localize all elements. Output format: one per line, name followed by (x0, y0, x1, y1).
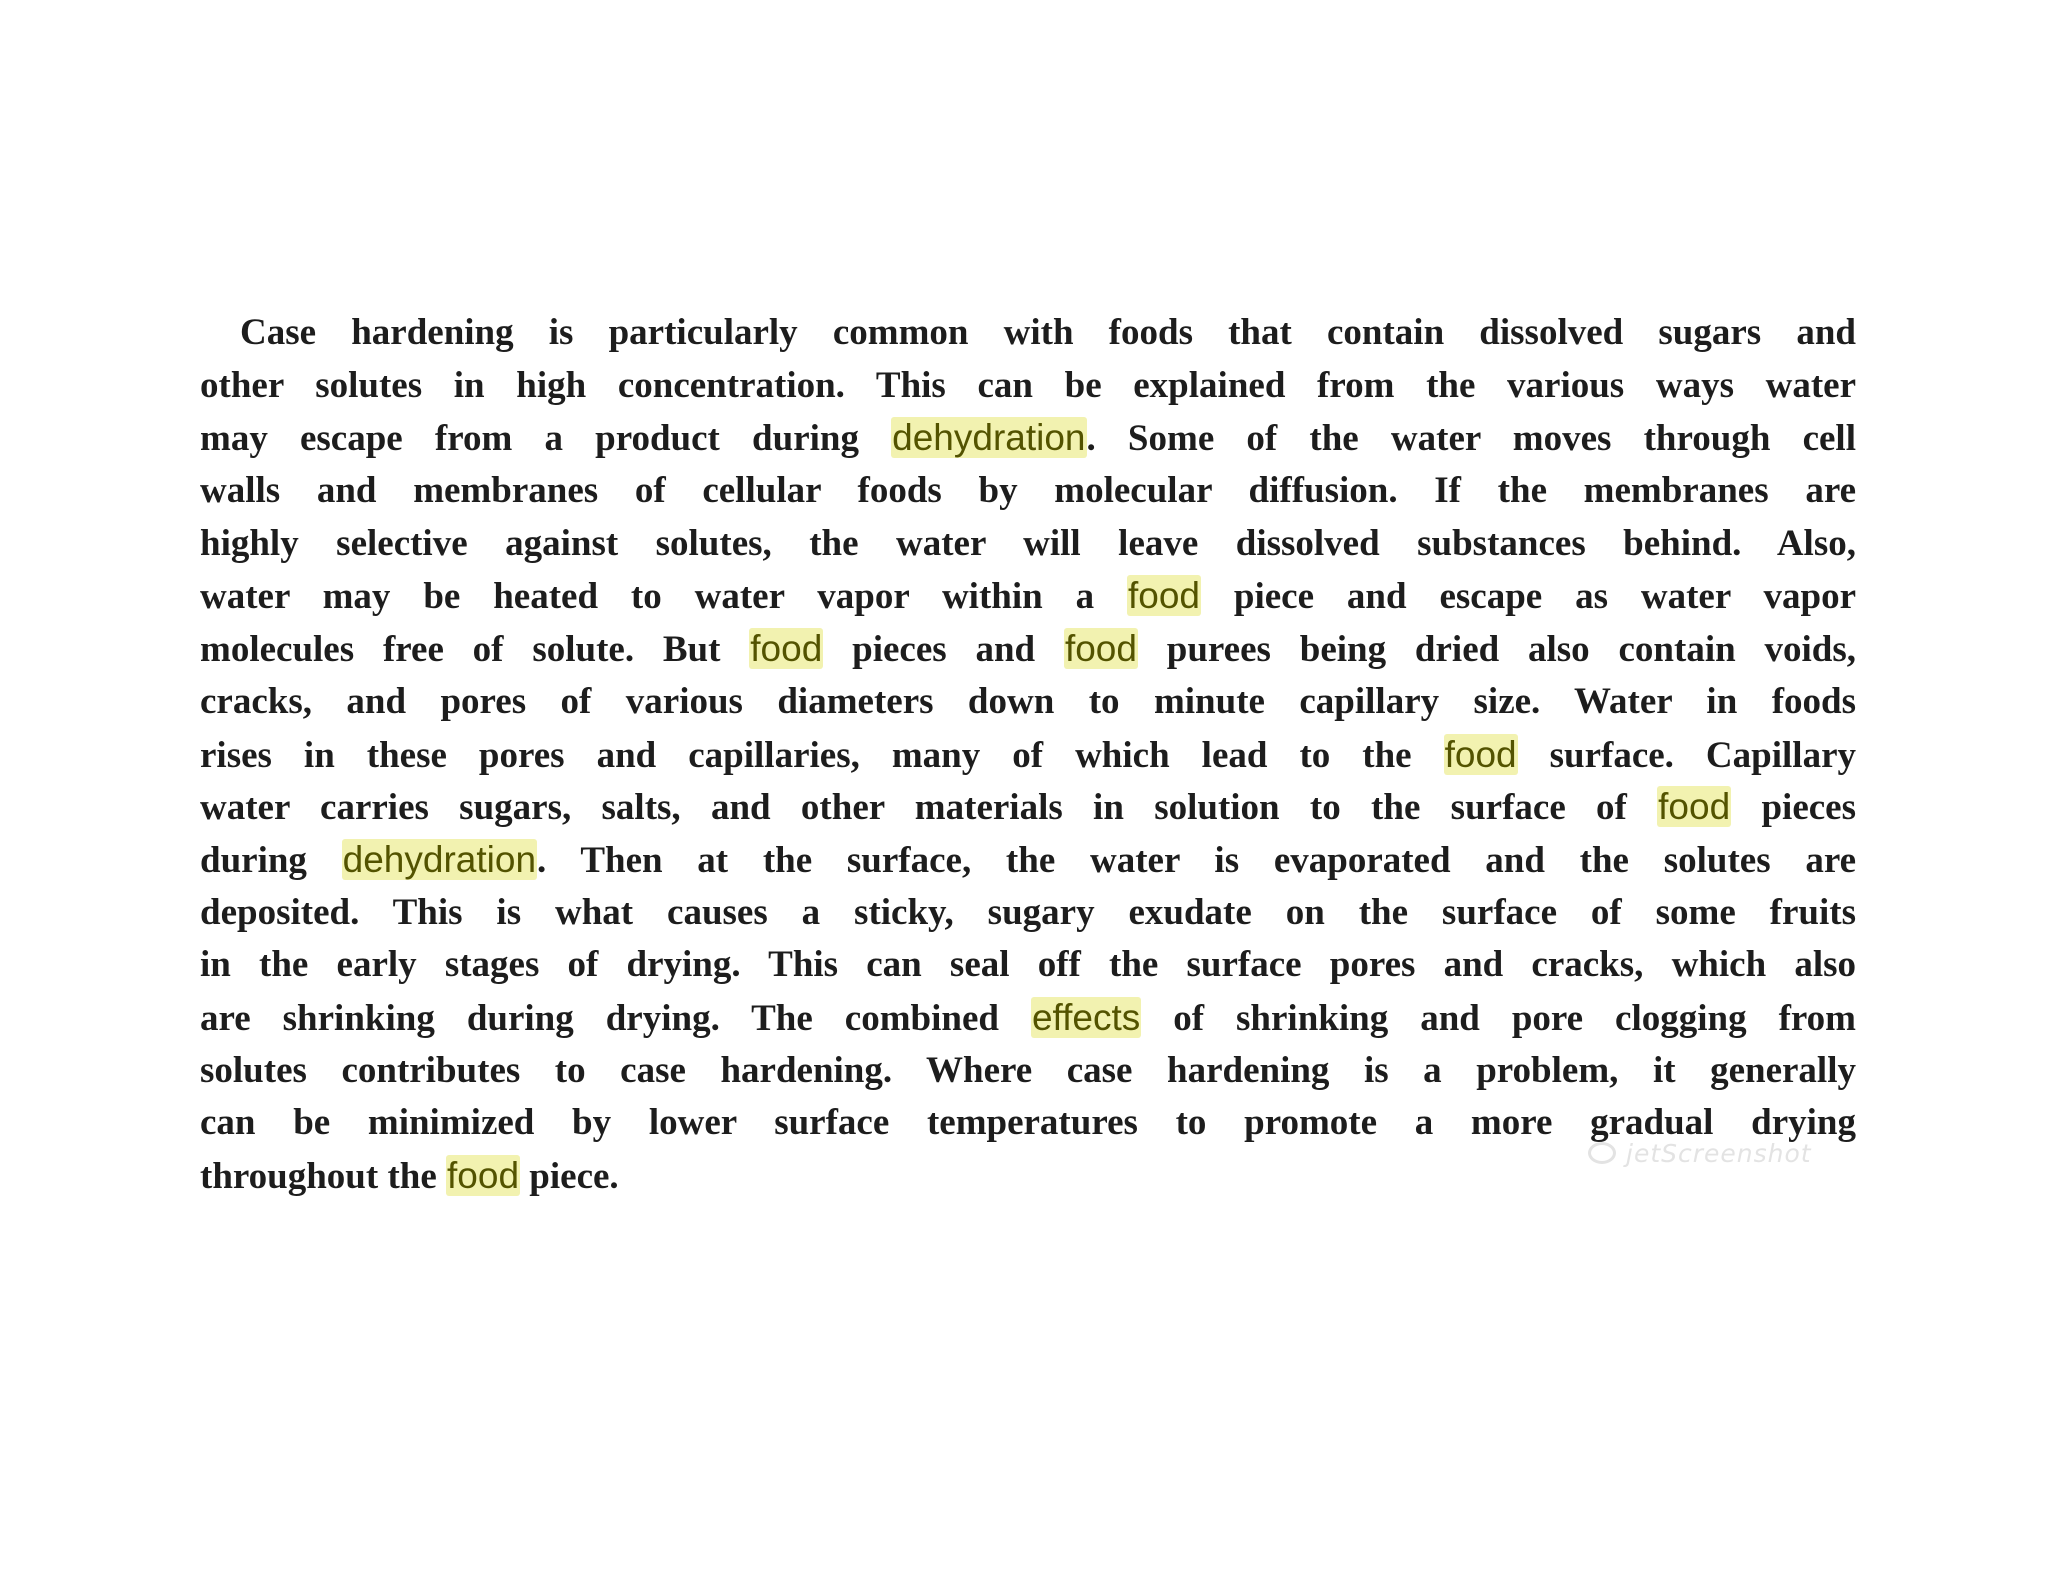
text-run: surface. Capillary (1517, 734, 1856, 776)
text-line (200, 781, 1856, 834)
text-line (200, 307, 1856, 360)
text-line (200, 412, 1856, 465)
text-line (200, 623, 1856, 676)
highlighted-term: food (1444, 733, 1517, 775)
text-line (200, 887, 1856, 940)
highlighted-term: food (1128, 575, 1201, 617)
highlighted-term: dehydration (342, 838, 537, 880)
text-run: water may be heated to water vapor within a (200, 576, 1127, 618)
text-run: are shrinking during drying. The combined (200, 997, 1031, 1039)
highlighted-term: food (447, 1155, 520, 1196)
highlighted-term: effects (1031, 996, 1141, 1038)
text-line (200, 360, 1856, 413)
highlighted-term: food (750, 628, 823, 670)
text-run: highly selective against solutes, the water will leave dissolved substances behind. Also, (200, 522, 1856, 564)
text-line (200, 518, 1856, 571)
text-line (200, 729, 1856, 782)
text-run: may escape from a product during (200, 418, 892, 460)
text-line (200, 992, 1856, 1045)
text-line (200, 1045, 1856, 1098)
circle-logo-icon (1588, 1142, 1616, 1164)
watermark-text: jetScreenshot (1626, 1138, 1812, 1168)
text-line (200, 676, 1856, 729)
text-run: purees being dried also contain voids, (1137, 629, 1857, 671)
text-run: Case hardening is particularly common with foods that contain dissolved sugars and (240, 312, 1856, 353)
text-run: throughout the (200, 1156, 447, 1197)
text-run: pieces (1731, 787, 1856, 829)
text-run: pieces and (823, 629, 1064, 671)
text-line (200, 834, 1856, 887)
watermark (1588, 1138, 1866, 1168)
text-run: . Then at the surface, the water is evaporated and the solutes are (537, 839, 1856, 881)
text-run: solutes contributes to case hardening. Where case hardening is a problem, it generally (200, 1049, 1856, 1091)
highlighted-term: dehydration (892, 417, 1086, 459)
text-line (200, 465, 1856, 518)
text-run: rises in these pores and capillaries, many of which lead to the (200, 734, 1444, 776)
text-run: piece and escape as water vapor (1201, 576, 1856, 618)
text-run: piece. (520, 1156, 619, 1197)
text-run: water carries sugars, salts, and other materials in solution to the surface of (200, 787, 1658, 829)
text-run: cracks, and pores of various diameters down to minute capillary size. Water in foods (200, 680, 1856, 722)
text-run: other solutes in high concentration. This can be explained from the various ways water (200, 364, 1856, 406)
text-run: deposited. This is what causes a sticky, sugary exudate on the surface of some fruits (200, 891, 1856, 933)
text-line (200, 939, 1856, 992)
paragraph-case-hardening (200, 307, 1856, 1203)
text-run: . Some of the water moves through cell (1086, 418, 1856, 460)
text-line (200, 570, 1856, 623)
text-run: molecules free of solute. But (200, 629, 750, 671)
highlighted-term: food (1658, 786, 1731, 828)
highlighted-term: food (1064, 628, 1137, 670)
text-run: of shrinking and pore clogging from (1141, 997, 1856, 1039)
text-run: during (200, 839, 342, 881)
text-run: in the early stages of drying. This can seal off the surface pores and cracks, which also (200, 944, 1856, 986)
text-run: walls and membranes of cellular foods by molecular diffusion. If the membranes are (200, 470, 1856, 512)
text-run: can be minimized by lower surface temperatures to promote a more gradual drying (200, 1102, 1856, 1144)
